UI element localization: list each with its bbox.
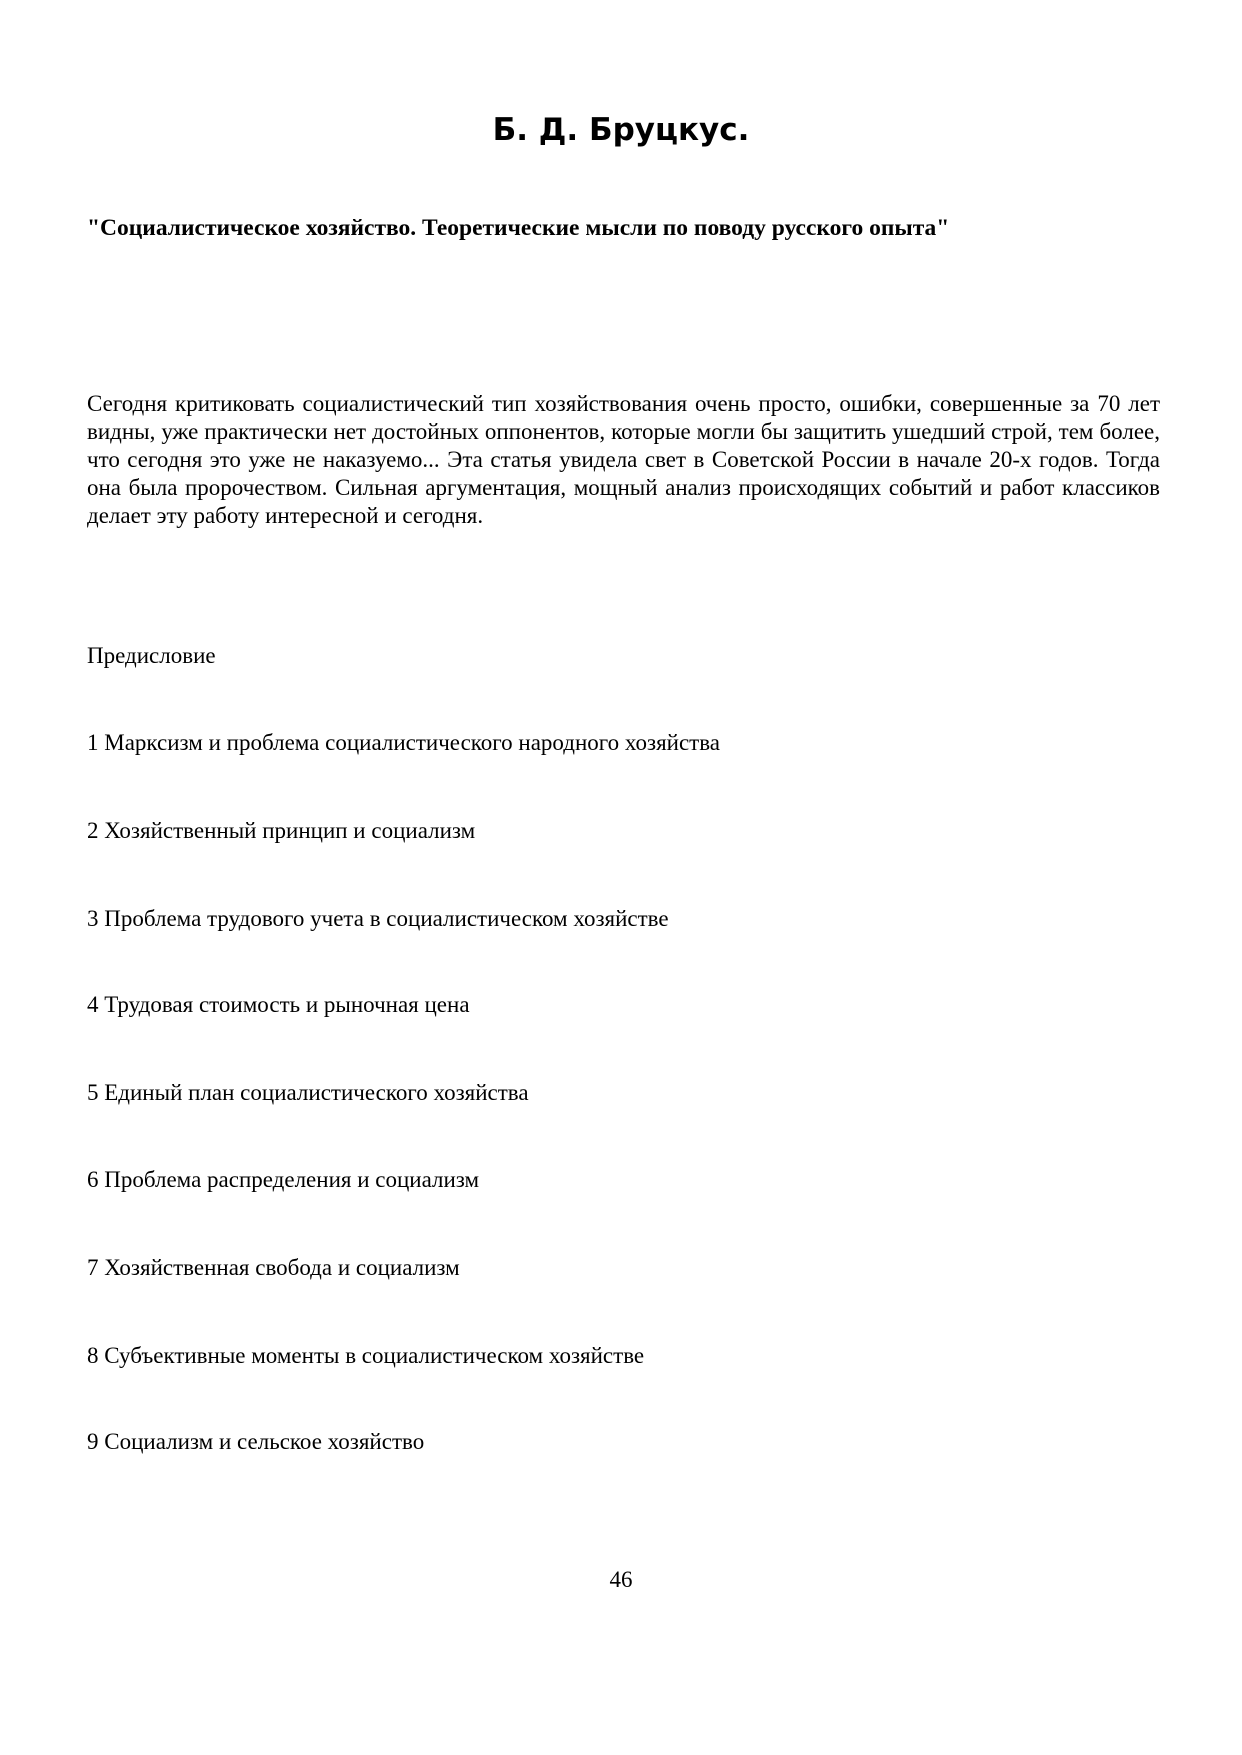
toc-item-7: 7 Хозяйственная свобода и социализм bbox=[87, 1255, 460, 1280]
toc-item-preface: Предисловие bbox=[87, 643, 216, 668]
toc-item-5: 5 Единый план социалистического хозяйства bbox=[87, 1080, 529, 1105]
page-number: 46 bbox=[609, 1567, 633, 1592]
toc-item-9: 9 Социализм и сельское хозяйство bbox=[87, 1429, 425, 1454]
toc-item-6: 6 Проблема распределения и социализм bbox=[87, 1167, 480, 1192]
toc-item-3: 3 Проблема трудового учета в социалистическом хозяйстве bbox=[87, 906, 669, 931]
author-heading: Б. Д. Бруцкус. bbox=[492, 112, 750, 148]
toc-item-2: 2 Хозяйственный принцип и социализм bbox=[87, 818, 476, 843]
toc-item-8: 8 Субъективные моменты в социалистическом хозяйстве bbox=[87, 1343, 645, 1368]
intro-paragraph: Сегодня критиковать социалистический тип хозяйствования очень просто, ошибки, совершенные за 70 лет видны, уже практически нет достойных оппонентов, которые могли бы защитить ушедший строй, тем более, что сегодня это уже не наказуемо... Эта статья увидела свет в Советской России в начале 20-х годов. Тогда она была пророчеством. Сильная аргументация, мощный анализ происходящих событий и работ классиков делает эту работу интересной и сегодня. bbox=[87, 391, 1160, 528]
work-title: "Социалистическое хозяйство. Теоретические мысли по поводу русского опыта" bbox=[87, 215, 950, 241]
toc-item-4: 4 Трудовая стоимость и рыночная цена bbox=[87, 992, 470, 1017]
toc-item-1: 1 Марксизм и проблема социалистического народного хозяйства bbox=[87, 730, 720, 755]
